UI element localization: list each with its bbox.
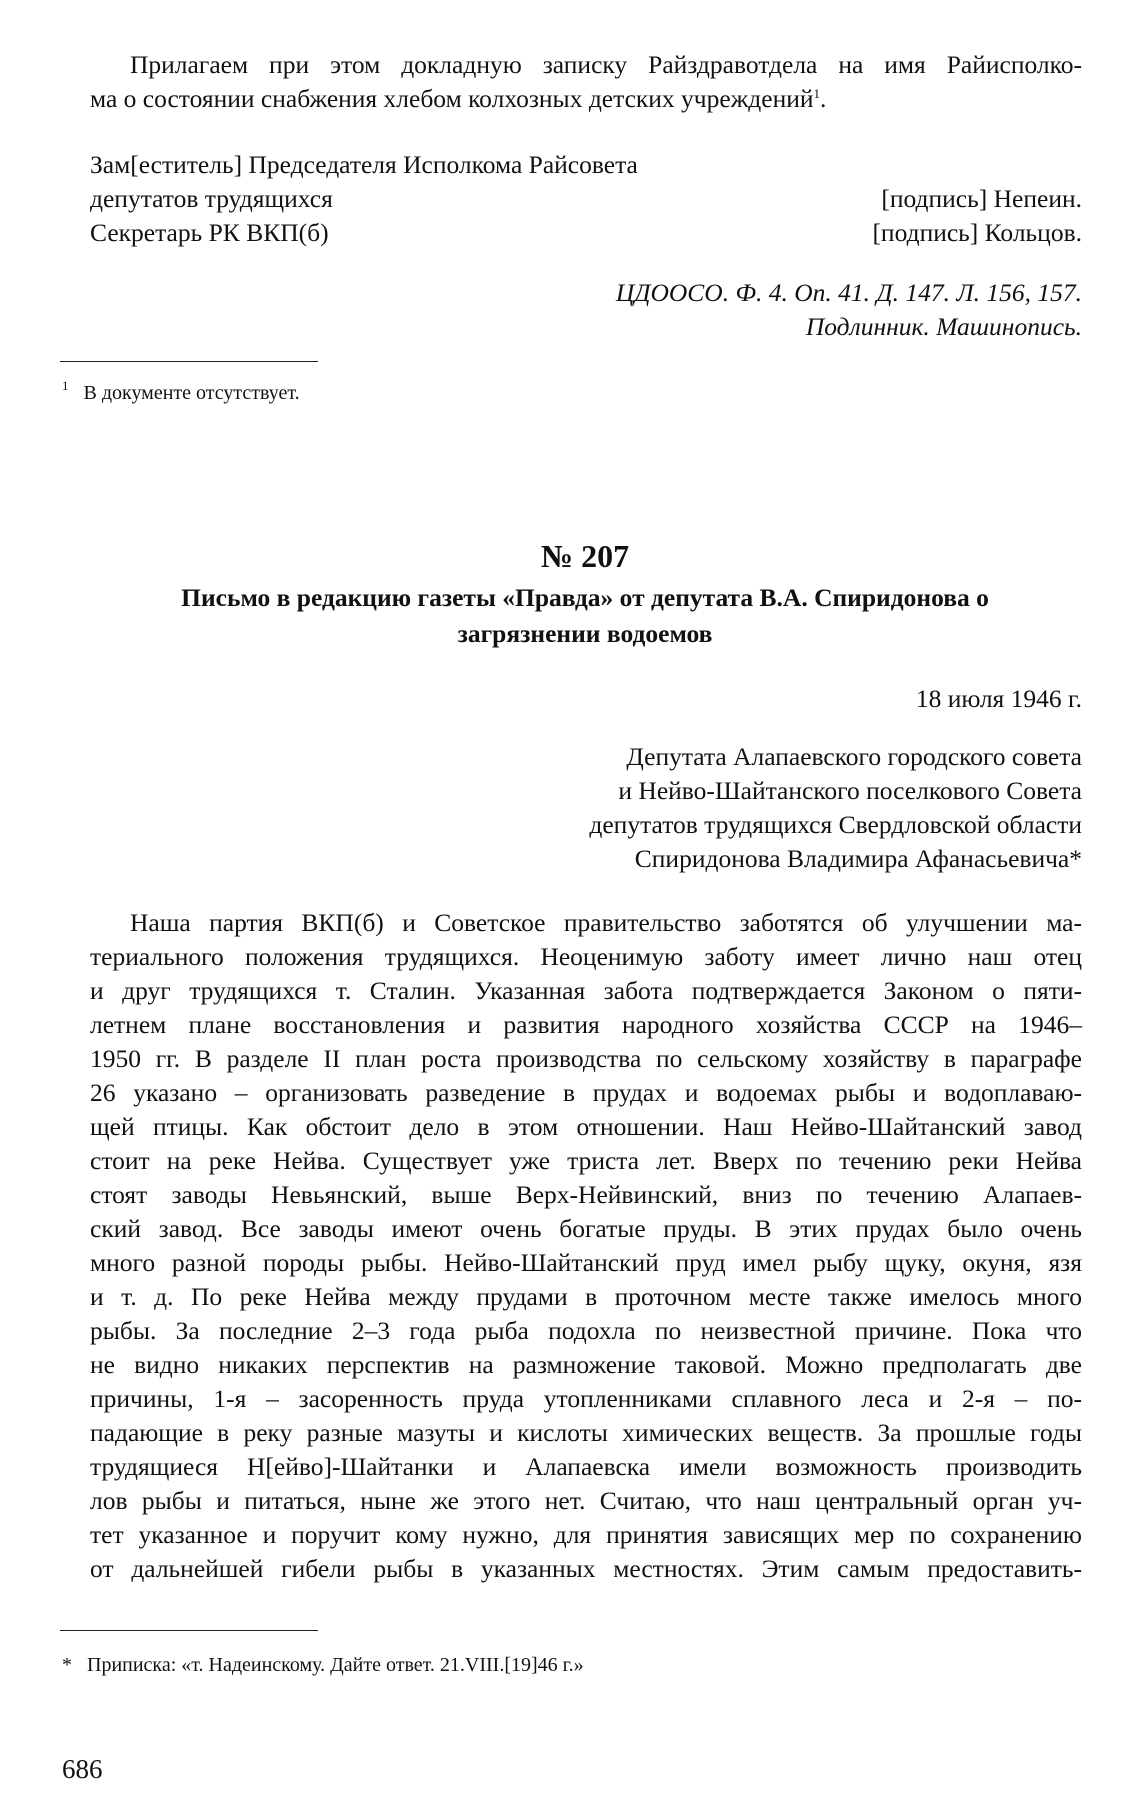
signature-title-3: Секретарь РК ВКП(б) [90, 218, 329, 247]
footnote-separator-2 [60, 1630, 318, 1631]
footnote-2 [62, 1652, 584, 1678]
body-line: 1950 гг. В разделе II план роста производства по сельскому хозяйству в параграфе [90, 1044, 1082, 1073]
document-title-line-2: загрязнении водоемов [457, 619, 713, 648]
body-line: ский завод. Все заводы имеют очень богатые пруды. В этих прудах было очень [90, 1214, 1082, 1243]
footnote-1-marker: 1 [62, 378, 69, 393]
archive-reference [90, 276, 1082, 344]
body-line: летнем плане восстановления и развития народного хозяйства СССР на 1946– [90, 1010, 1082, 1039]
footnote-2-marker: * [62, 1654, 72, 1676]
page-number: 686 [62, 1754, 103, 1784]
document-date: 18 июля 1946 г. [915, 684, 1082, 713]
intro-line-2 [90, 82, 1082, 116]
body-line: причины, 1-я – засоренность пруда утопленниками сплавного леса и 2-я – по- [90, 1384, 1082, 1413]
signature-name-nepein: [подпись] Непеин. [881, 184, 1082, 213]
body-line: рыбы. За последние 2–3 года рыба подохла по неизвестной причине. Пока что [90, 1316, 1082, 1345]
document-number: № 207 [540, 538, 630, 574]
body-line: стоит на реке Нейва. Существует уже триста лет. Вверх по течению реки Нейва [90, 1146, 1082, 1175]
addressee-block [90, 740, 1082, 876]
signature-line-2 [90, 182, 1082, 216]
body-line: лов рыбы и питаться, ныне же этого нет. Считаю, что наш центральный орган уч- [90, 1486, 1082, 1515]
body-line: и т. д. По реке Нейва между прудами в проточном месте также имелось много [90, 1282, 1082, 1311]
letter-body [90, 906, 1082, 1586]
body-line: щей птицы. Как обстоит дело в этом отношении. Наш Нейво-Шайтанский завод [90, 1112, 1082, 1141]
body-line: стоят заводы Невьянский, выше Верх-Нейвинский, вниз по течению Алапаев- [90, 1180, 1082, 1209]
signature-title-2: депутатов трудящихся [90, 184, 333, 213]
footnote-2-text: Приписка: «т. Надеинскому. Дайте ответ. 21.VIII.[19]46 г.» [87, 1654, 584, 1676]
intro-line-1: Прилагаем при этом докладную записку Райздравотдела на имя Райисполко- [130, 50, 1082, 79]
body-line: падающие в реку разные мазуты и кислоты химических веществ. За прошлые годы [90, 1418, 1082, 1447]
document-title-line-1: Письмо в редакцию газеты «Правда» от депутата В.А. Спиридонова о [181, 583, 989, 612]
intro-line-2-text: ма о состоянии снабжения хлебом колхозных детских учреждений [90, 84, 814, 113]
footnote-ref-1: 1 [813, 86, 821, 101]
document-title [90, 580, 1080, 652]
archive-ref-line: ЦДООСО. Ф. 4. Оп. 41. Д. 147. Л. 156, 157. [615, 278, 1082, 307]
body-line: много разной породы рыбы. Нейво-Шайтанский пруд имел рыбу щуку, окуня, язя [90, 1248, 1082, 1277]
addressee-line-1: Депутата Алапаевского городского совета [626, 742, 1082, 771]
signature-name-koltsov: [подпись] Кольцов. [872, 218, 1082, 247]
body-line: не видно никаких перспектив на размножение таковой. Можно предполагать две [90, 1350, 1082, 1379]
body-line: Наша партия ВКП(б) и Советское правительство заботятся об улучшении ма- [130, 908, 1082, 937]
addressee-line-3: депутатов трудящихся Свердловской области [589, 810, 1082, 839]
body-line: и друг трудящихся т. Сталин. Указанная забота подтверждается Законом о пяти- [90, 976, 1082, 1005]
body-line: тет указанное и поручит кому нужно, для принятия зависящих мер по сохранению [90, 1520, 1082, 1549]
footnote-1 [62, 380, 300, 406]
footnote-1-text: В документе отсутствует. [83, 382, 300, 404]
archive-note-line: Подлинник. Машинопись. [805, 312, 1082, 341]
body-line: от дальнейшей гибели рыбы в указанных местностях. Этим самым предоставить- [90, 1554, 1082, 1583]
body-line: териального положения трудящихся. Неоценимую заботу имеет лично наш отец [90, 942, 1082, 971]
signature-block [90, 148, 1082, 250]
signature-line-1: Зам[еститель] Председателя Исполкома Райсовета [90, 150, 638, 179]
addressee-line-2: и Нейво-Шайтанского поселкового Совета [618, 776, 1082, 805]
footnote-separator-1 [60, 361, 318, 362]
intro-paragraph [90, 48, 1082, 116]
body-line: трудящиеся Н[ейво]-Шайтанки и Алапаевска имели возможность производить [90, 1452, 1082, 1481]
intro-line-2-period: . [820, 84, 827, 113]
body-line: 26 указано – организовать разведение в прудах и водоемах рыбы и водоплаваю- [90, 1078, 1082, 1107]
addressee-line-4: Спиридонова Владимира Афанасьевича* [634, 844, 1082, 873]
signature-line-3 [90, 216, 1082, 250]
